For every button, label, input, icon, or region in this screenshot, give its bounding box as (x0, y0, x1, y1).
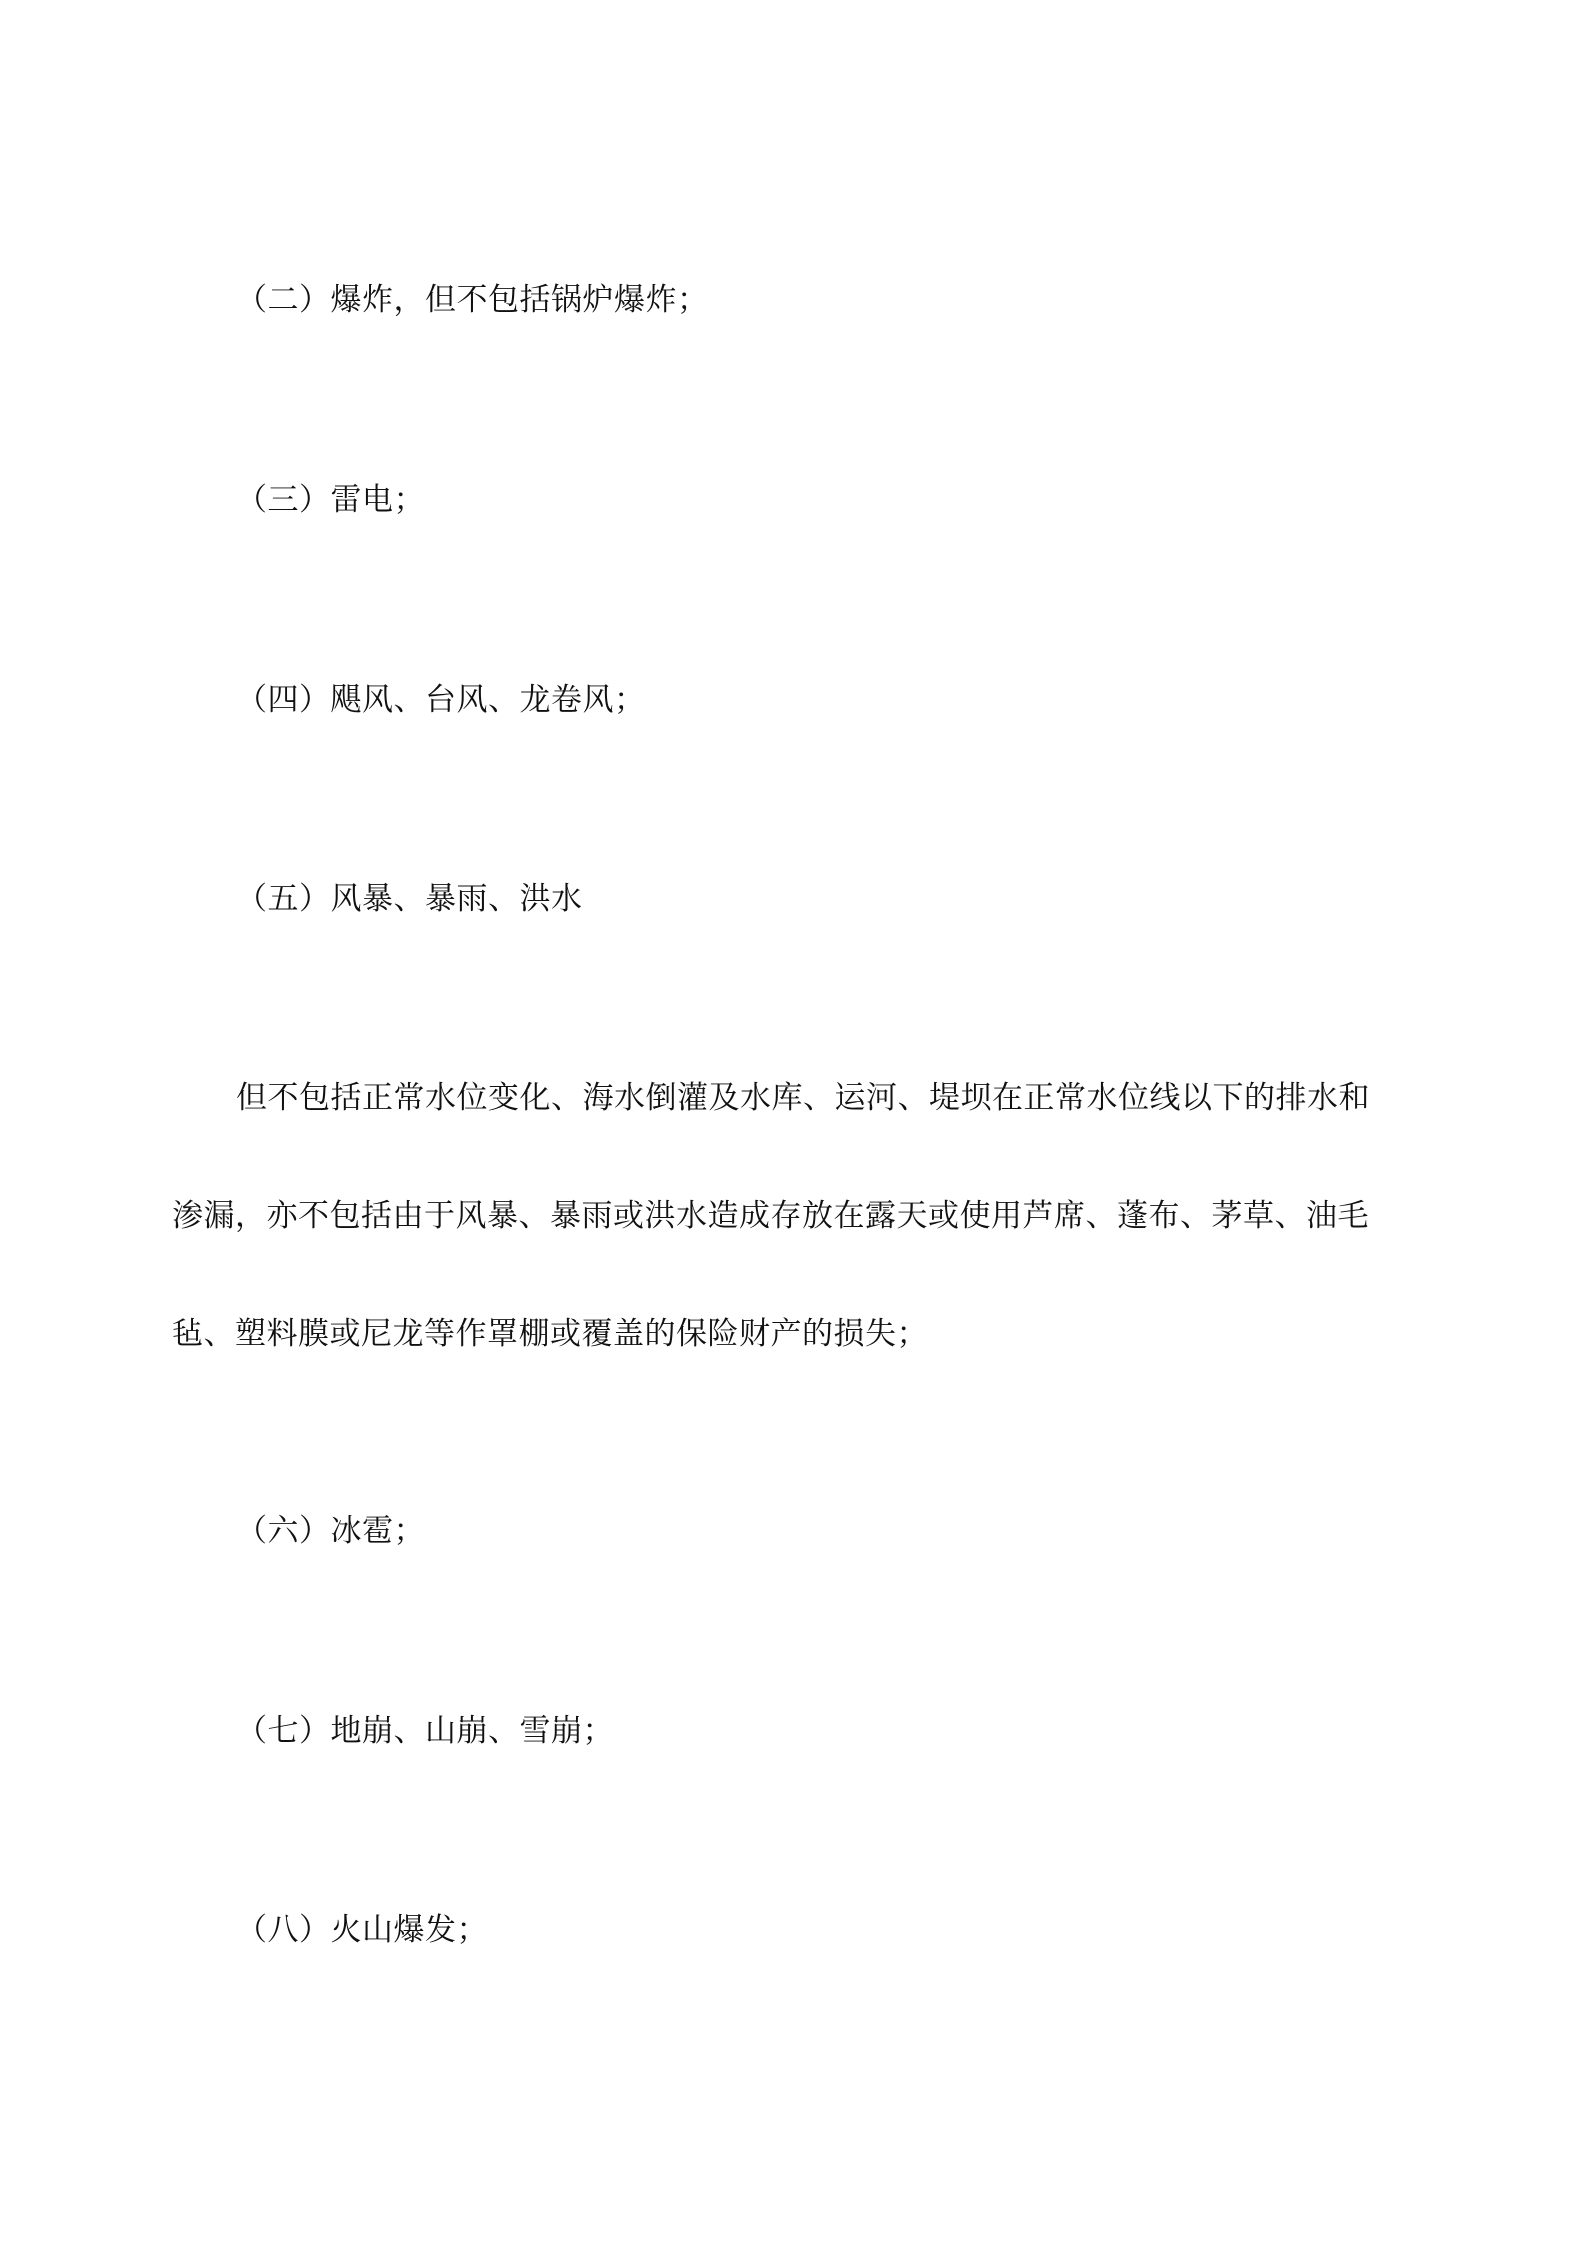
clause-item-8: （八）火山爆发； (236, 1912, 488, 1948)
clause-item-4: （四）飓风、台风、龙卷风； (236, 682, 646, 718)
clause-item-2: （二）爆炸，但不包括锅炉爆炸； (236, 282, 709, 318)
clause-item-5: （五）风暴、暴雨、洪水 (236, 881, 583, 917)
paragraph-line-2: 渗漏，亦不包括由于风暴、暴雨或洪水造成存放在露天或使用芦席、蓬布、茅草、油毛 (172, 1198, 1369, 1234)
clause-item-7: （七）地崩、山崩、雪崩； (236, 1713, 614, 1749)
clause-item-6: （六）冰雹； (236, 1513, 425, 1549)
clause-item-3: （三）雷电； (236, 482, 425, 518)
paragraph-line-3: 毡、塑料膜或尼龙等作罩棚或覆盖的保险财产的损失； (172, 1316, 928, 1352)
paragraph-line-1: 但不包括正常水位变化、海水倒灌及水库、运河、堤坝在正常水位线以下的排水和 (236, 1080, 1370, 1116)
